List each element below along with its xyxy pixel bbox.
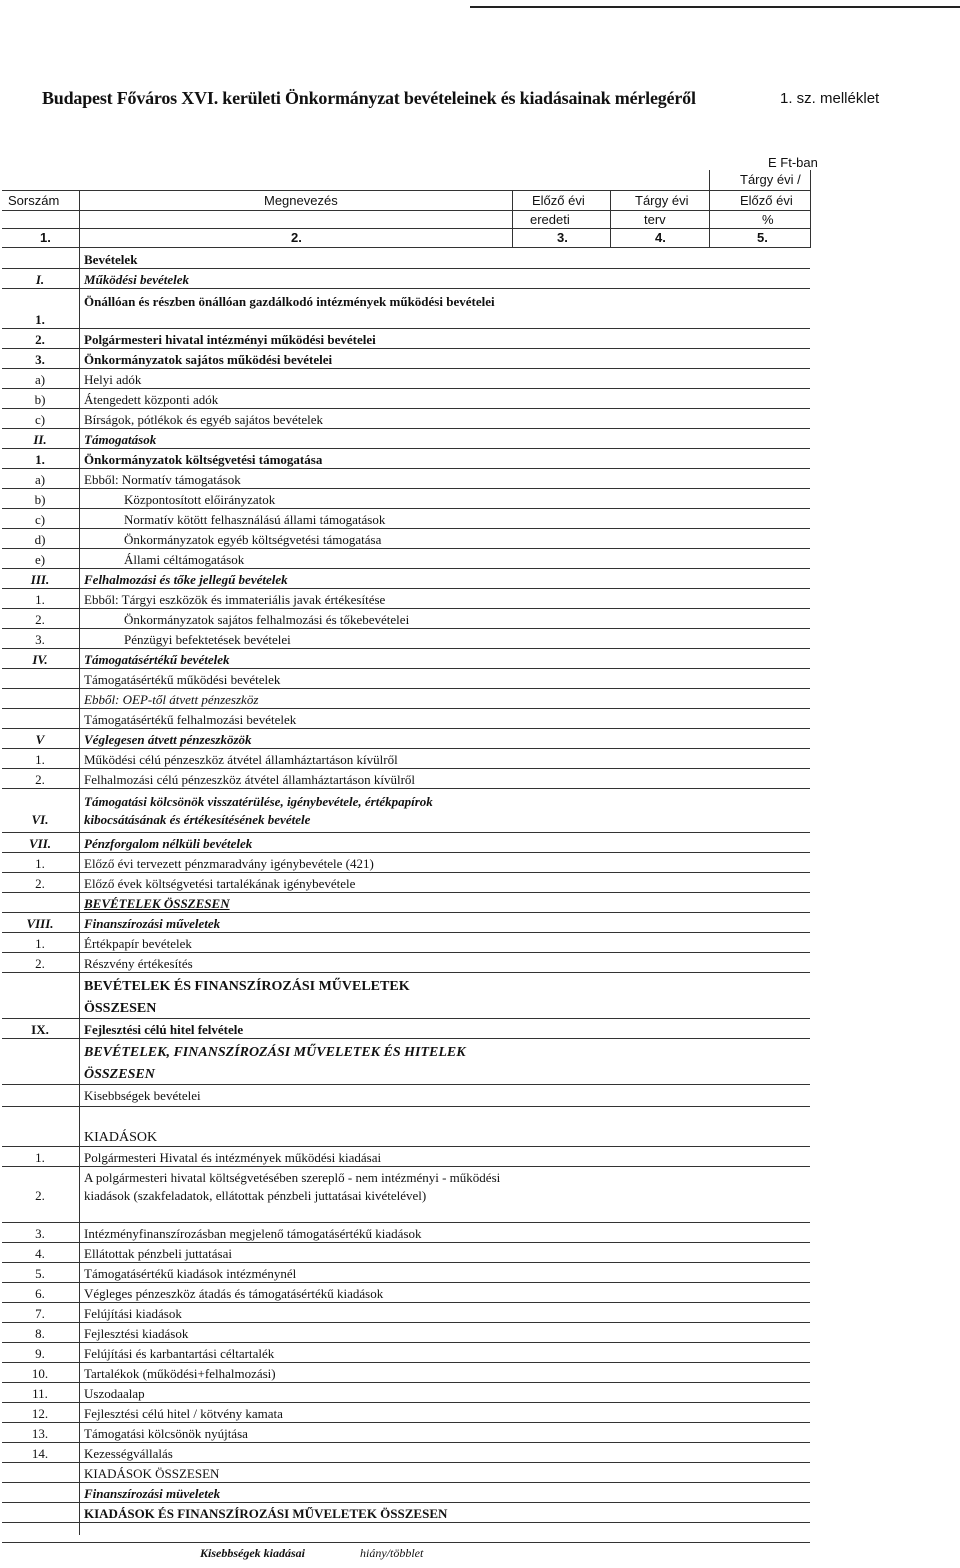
row-label: BEVÉTELEK ÉS FINANSZÍROZÁSI MŰVELETEK ÖSSZESEN (84, 979, 410, 1016)
row-label: Kisebbségek kiadásai (200, 1546, 305, 1560)
row-label: Bevételek (84, 252, 138, 267)
row-line (2, 1084, 810, 1085)
row-label: Önkormányzatok egyéb költségvetési támogatása (124, 532, 382, 547)
row-label: Pénzforgalom nélküli bevételek (84, 836, 253, 851)
row-number: 5. (35, 1266, 45, 1281)
row-label: Támogatásértékű felhalmozási bevételek (84, 712, 297, 727)
row-line (2, 1502, 810, 1503)
row-line (2, 608, 810, 609)
row-label: Támogatásértékű működési bevételek (84, 672, 281, 687)
header-ratio-line2: Előző évi (740, 193, 793, 208)
row-label: Végleges pénzeszköz átadás és támogatásértékű kiadások (84, 1286, 384, 1301)
row-label: Önkormányzatok költségvetési támogatása (84, 452, 323, 467)
row-label: Önkormányzatok sajátos felhalmozási és tőkebevételei (124, 612, 410, 627)
row-label: Fejlesztési célú hitel / kötvény kamata (84, 1406, 283, 1421)
row-line (2, 648, 810, 649)
col-number-4: 4. (655, 230, 666, 245)
row-number: b) (34, 392, 46, 407)
row-line (2, 328, 810, 329)
row-label: Önállóan és részben önállóan gazdálkodó intézmények működési bevételei (84, 294, 495, 309)
header-targy-evi: Tárgy évi (635, 193, 689, 208)
row-label: BEVÉTELEK, FINANSZÍROZÁSI MŰVELETEK ÉS HITELEK ÖSSZESEN (84, 1045, 466, 1082)
row-line (2, 1482, 810, 1483)
row-number: 12. (31, 1406, 49, 1421)
header-ratio-line3: % (762, 212, 774, 227)
row-label: Ellátottak pénzbeli juttatásai (84, 1246, 233, 1261)
row-line (2, 912, 810, 913)
row-number: 2. (35, 1188, 45, 1203)
row-number: 2. (35, 332, 45, 347)
row-line (2, 408, 810, 409)
row-number: 1. (35, 752, 45, 767)
row-line (2, 872, 810, 873)
row-label: Polgármesteri hivatal intézményi működési bevételei (84, 332, 376, 347)
row-number: c) (34, 512, 46, 527)
row-number: 14. (31, 1446, 49, 1461)
row-number: 3. (35, 632, 45, 647)
row-number: VII. (28, 836, 52, 851)
row-number: 11. (32, 1386, 48, 1401)
row-line (2, 1166, 810, 1167)
col-number-1: 1. (40, 230, 51, 245)
row-number: b) (34, 492, 46, 507)
row-line (2, 1106, 810, 1107)
row-label: Felhalmozási és tőke jellegű bevételek (84, 572, 288, 587)
row-label: Ebből: OEP-től átvett pénzeszköz (84, 692, 259, 707)
row-line (2, 1302, 810, 1303)
row-line (2, 288, 810, 289)
row-line (2, 832, 810, 833)
row-line (2, 932, 810, 933)
row-number: VIII. (26, 916, 54, 931)
row-label: Kisebbségek bevételei (84, 1088, 201, 1103)
col-number-2: 2. (291, 230, 302, 245)
row-line (2, 1262, 810, 1263)
row-label: Bírságok, pótlékok és egyéb sajátos bevételek (84, 412, 323, 427)
row-label: Részvény értékesítés (84, 956, 193, 971)
row-number: c) (34, 412, 46, 427)
row-number: 2. (35, 876, 45, 891)
row-line (2, 348, 810, 349)
row-number: VI. (31, 812, 49, 827)
row-line (2, 1382, 810, 1383)
header-megnevezes: Megnevezés (264, 193, 338, 208)
row-number: d) (34, 532, 46, 547)
row-line (2, 788, 810, 789)
column-divider (79, 190, 80, 1535)
column-divider (810, 170, 811, 248)
row-line (2, 1542, 810, 1543)
row-line (2, 468, 810, 469)
row-line (2, 1342, 810, 1343)
row-label: Felhalmozási célú pénzeszköz átvétel államháztartáson kívülről (84, 772, 416, 787)
row-label: Finanszírozási műveletek (84, 916, 221, 931)
row-line (2, 568, 810, 569)
row-label: Fejlesztési kiadások (84, 1326, 189, 1341)
row-line (2, 1422, 810, 1423)
row-line (2, 1038, 810, 1039)
row-label: Működési bevételek (84, 272, 190, 287)
row-label: KIADÁSOK ÖSSZESEN (84, 1466, 220, 1481)
column-divider (610, 190, 611, 248)
header-ratio-line1: Tárgy évi / (740, 172, 801, 187)
row-line (2, 1282, 810, 1283)
row-line (2, 1018, 810, 1019)
row-line (2, 952, 810, 953)
header-terv: terv (644, 212, 666, 227)
row-number: 2. (35, 612, 45, 627)
row-label: Támogatásértékű bevételek (84, 652, 230, 667)
row-line (2, 428, 810, 429)
row-line (2, 588, 810, 589)
row-number: 2. (35, 772, 45, 787)
header-line (2, 210, 810, 211)
row-label: Véglegesen átvett pénzeszközök (84, 732, 252, 747)
header-sorszam: Sorszám (8, 193, 60, 208)
row-label: Előző évek költségvetési tartalékának igénybevétele (84, 876, 356, 891)
row-line (2, 668, 810, 669)
row-number: 4. (35, 1246, 45, 1261)
header-line (2, 190, 810, 191)
row-number: 8. (35, 1326, 45, 1341)
row-number: IX. (31, 1022, 49, 1037)
row-number: 3. (35, 352, 45, 367)
row-label: Helyi adók (84, 372, 142, 387)
row-line (2, 548, 810, 549)
row-line (2, 448, 810, 449)
row-line (2, 368, 810, 369)
row-label: Önkormányzatok sajátos működési bevételei (84, 352, 333, 367)
row-label: BEVÉTELEK ÖSSZESEN (84, 896, 230, 911)
row-line (2, 1322, 810, 1323)
row-number: II. (33, 432, 47, 447)
row-number: 1. (35, 856, 45, 871)
top-border-line (470, 6, 960, 8)
row-label: Kezességvállalás (84, 1446, 173, 1461)
row-label: Támogatások (84, 432, 157, 447)
row-label: Előző évi tervezett pénzmaradvány igénybevétele (421) (84, 856, 374, 871)
column-divider (709, 170, 710, 248)
row-line (2, 892, 810, 893)
row-label: Uszodaalap (84, 1386, 145, 1401)
row-line (2, 488, 810, 489)
row-number: 13. (31, 1426, 49, 1441)
row-label: Tartalékok (működési+felhalmozási) (84, 1366, 276, 1381)
row-label: Intézményfinanszírozásban megjelenő támogatásértékű kiadások (84, 1226, 422, 1241)
row-label: KIADÁSOK ÉS FINANSZÍROZÁSI MŰVELETEK ÖSSZESEN (84, 1506, 448, 1521)
header-line (2, 247, 810, 248)
row-number: e) (34, 552, 46, 567)
row-number: 1. (35, 1150, 45, 1165)
row-number: 1. (35, 312, 45, 327)
row-line (2, 1222, 810, 1223)
row-number: 7. (35, 1306, 45, 1321)
row-label: Támogatási kölcsönök visszatérülése, igénybevétele, értékpapírok kibocsátásának és értékesítésének bevétele (84, 794, 433, 827)
row-line (2, 1242, 810, 1243)
row-label: Finanszírozási müveletek (84, 1486, 221, 1501)
row-label: Polgármesteri Hivatal és intézmények működési kiadásai (84, 1150, 382, 1165)
row-line (2, 508, 810, 509)
row-line (2, 1146, 810, 1147)
row-label: Fejlesztési célú hitel felvétele (84, 1022, 244, 1037)
row-label: Támogatási kölcsönök nyújtása (84, 1426, 248, 1441)
row-number: 1. (35, 452, 45, 467)
row-label: Támogatásértékű kiadások intézménynél (84, 1266, 297, 1281)
row-number: a) (34, 472, 46, 487)
row-number: IV. (32, 652, 48, 667)
row-number: 1. (35, 592, 45, 607)
row-line (2, 268, 810, 269)
row-line (2, 1462, 810, 1463)
row-label: Működési célú pénzeszköz átvétel államháztartáson kívülről (84, 752, 398, 767)
row-label: hiány/többlet (360, 1546, 424, 1560)
row-line (2, 628, 810, 629)
row-line (2, 1362, 810, 1363)
row-label: Felújítási kiadások (84, 1306, 182, 1321)
header-line (2, 228, 810, 229)
row-line (2, 852, 810, 853)
row-label: Átengedett központi adók (84, 392, 219, 407)
row-label: Értékpapír bevételek (84, 936, 192, 951)
row-label: Felújítási és karbantartási céltartalék (84, 1346, 275, 1361)
row-number: V (35, 732, 45, 747)
row-line (2, 1522, 810, 1523)
row-line (2, 688, 810, 689)
row-number: 2. (35, 956, 45, 971)
row-label: Ebből: Normatív támogatások (84, 472, 241, 487)
row-line (2, 528, 810, 529)
col-number-5: 5. (757, 230, 768, 245)
row-label: Normatív kötött felhasználású állami támogatások (124, 512, 386, 527)
row-line (2, 1402, 810, 1403)
row-label: Központosított előirányzatok (124, 492, 276, 507)
row-line (2, 728, 810, 729)
page-title: Budapest Főváros XVI. kerületi Önkormányzat bevételeinek és kiadásainak mérlegéről (42, 88, 696, 108)
row-number: 10. (31, 1366, 49, 1381)
col-number-3: 3. (557, 230, 568, 245)
row-number: III. (30, 572, 50, 587)
column-divider (512, 190, 513, 248)
row-line (2, 708, 810, 709)
header-elozo-evi: Előző évi (532, 193, 585, 208)
row-label: A polgármesteri hivatal költségvetésében szereplő - nem intézményi - működési kiadások (szakfeladatok, ellátottak pénzbeli juttatásai kivételével) (84, 1170, 501, 1203)
row-number: 6. (35, 1286, 45, 1301)
row-label: Ebből: Tárgyi eszközök és immateriális javak értékesítése (84, 592, 386, 607)
annex-label: 1. sz. melléklet (780, 90, 880, 107)
row-line (2, 1442, 810, 1443)
row-label: KIADÁSOK (84, 1130, 158, 1145)
row-number: 3. (35, 1226, 45, 1241)
row-line (2, 768, 810, 769)
row-line (2, 388, 810, 389)
row-number: 9. (35, 1346, 45, 1361)
header-eredeti: eredeti (530, 212, 570, 227)
row-label: Állami céltámogatások (124, 552, 245, 567)
row-number: a) (34, 372, 46, 387)
unit-label: E Ft-ban (768, 155, 818, 170)
row-line (2, 748, 810, 749)
row-label: Pénzügyi befektetések bevételei (124, 632, 291, 647)
row-number: I. (35, 272, 45, 287)
row-line (2, 972, 810, 973)
row-number: 1. (35, 936, 45, 951)
